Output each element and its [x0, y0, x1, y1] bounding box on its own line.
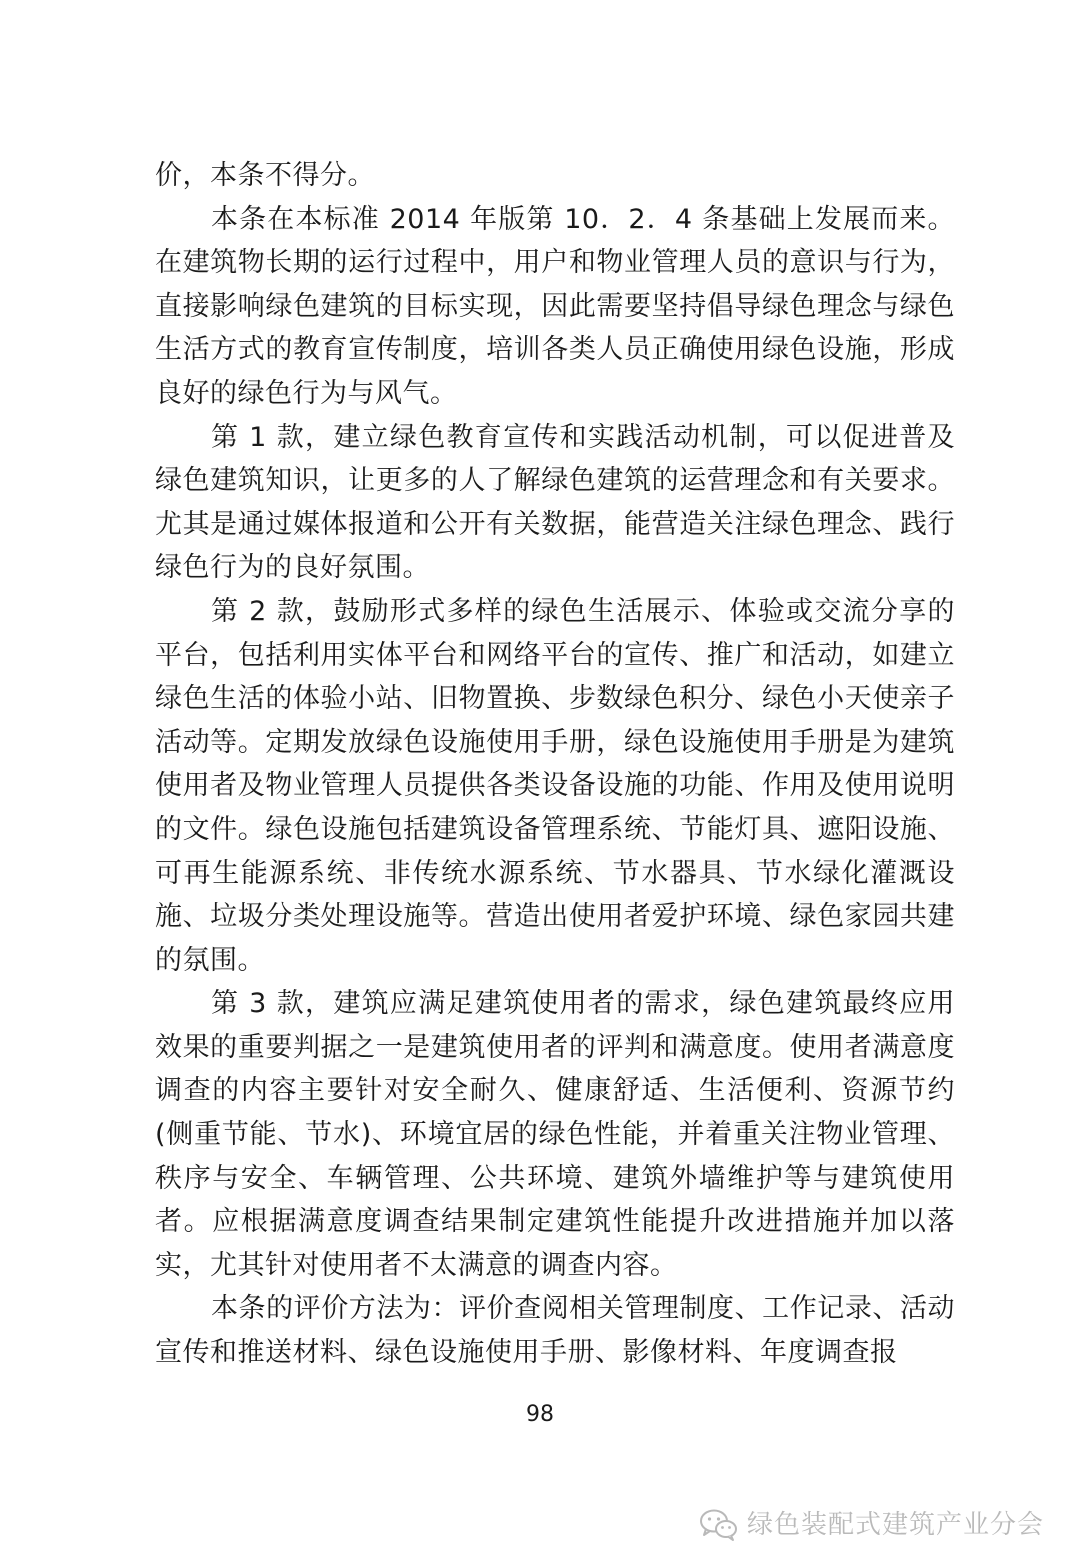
paragraph: 第 2 款，鼓励形式多样的绿色生活展示、体验或交流分享的平台，包括利用实体平台和网络平台的宣传、推广和活动，如建立绿色生活的体验小站、旧物置换、步数绿色积分、绿色小天使亲子活动等。定期发放绿色设施使用手册，绿色设施使用手册是为建筑使用者及物业管理人员提供各类设备设施的功能、作用及使用说明的文件。绿色设施包括建筑设备管理系统、节能灯具、遮阳设施、可再生能源系统、非传统水源系统、节水器具、节水绿化灌溉设施、垃圾分类处理设施等。营造出使用者爱护环境、绿色家园共建的氛围。 [155, 595, 955, 976]
watermark-text: 绿色装配式建筑产业分会 [746, 1510, 1044, 1540]
page-number: 98 [526, 1402, 554, 1427]
paragraph-continuation: 价，本条不得分。 [155, 160, 375, 191]
paragraph: 第 1 款，建立绿色教育宣传和实践活动机制，可以促进普及绿色建筑知识，让更多的人了解绿色建筑的运营理念和有关要求。尤其是通过媒体报道和公开有关数据，能营造关注绿色理念、践行绿色行为的良好氛围。 [155, 421, 955, 584]
wechat-icon [699, 1508, 739, 1542]
paragraph: 本条的评价方法为：评价查阅相关管理制度、工作记录、活动宣传和推送材料、绿色设施使用手册、影像材料、年度调查报 [155, 1293, 955, 1369]
body-text [155, 154, 955, 1375]
paragraph: 本条在本标准 2014 年版第 10．2．4 条基础上发展而来。在建筑物长期的运行过程中，用户和物业管理人员的意识与行为，直接影响绿色建筑的目标实现，因此需要坚持倡导绿色理念与绿色生活方式的教育宣传制度，培训各类人员正确使用绿色设施，形成良好的绿色行为与风气。 [155, 203, 955, 409]
watermark [699, 1505, 1044, 1545]
paragraph: 第 3 款，建筑应满足建筑使用者的需求，绿色建筑最终应用效果的重要判据之一是建筑使用者的评判和满意度。使用者满意度调查的内容主要针对安全耐久、健康舒适、生活便利、资源节约(侧重节能、节水)、环境宜居的绿色性能，并着重关注物业管理、秩序与安全、车辆管理、公共环境、建筑外墙维护等与建筑使用者。应根据满意度调查结果制定建筑性能提升改进措施并加以落实，尤其针对使用者不太满意的调查内容。 [155, 988, 955, 1281]
